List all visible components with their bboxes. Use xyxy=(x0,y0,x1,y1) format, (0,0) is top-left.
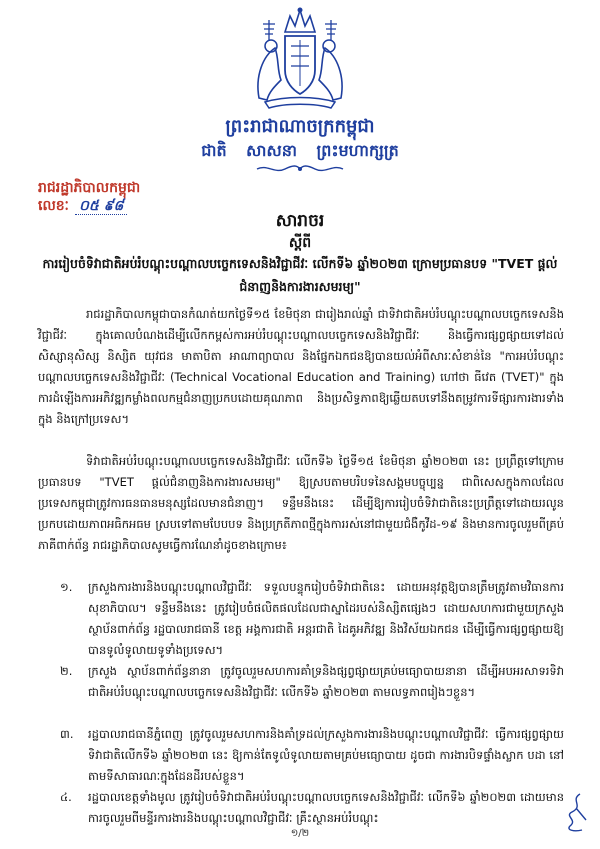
list-item xyxy=(60,577,564,661)
paragraph-intro: រាជរដ្ឋាភិបាលកម្ពុជាបានកំណត់យកថ្ងៃទី១៥ ខែមិថុនា ជារៀងរាល់ឆ្នាំ ជាទិវាជាតិអប់រំបណ្តុះបណ្តាលបច្ចេកទេសនិងវិជ្ជាជីវៈ ក្នុងគោលបំណងដើម្បីលើកកម្ពស់ការអប់រំបណ្តុះបណ្តាលបច្ចេកទេសនិងវិជ្ជាជីវៈ និងធ្វើការផ្សព្វផ្សាយទៅដល់សិស្សានុសិស្ស និស្សិត យុវជន មាតាបិតា អាណាព្យាបាល និងផ្នែកឯកជនឱ្យបានយល់អំពីសារៈសំខាន់នៃ "ការអប់រំបណ្តុះបណ្តាលបច្ចេកទេសនិងវិជ្ជាជីវៈ (Technical Vocational Education and Training) ហៅថា ធីវេត (TVET)" ក្នុងការដំឡើងការអភិវឌ្ឍកម្លាំងពលកម្មជំនាញប្រកបដោយគុណភាព និងប្រសិទ្ធភាពឱ្យឆ្លើយតបទៅនឹងតម្រូវការទីផ្សារការងារទាំងក្នុង និងក្រៅប្រទេស។ xyxy=(38,307,564,426)
reference-number: ០៥ ៩៨ xyxy=(75,198,128,215)
royal-coat-of-arms-emblem xyxy=(245,6,355,110)
list-item xyxy=(60,787,564,829)
page-number: ១/២ xyxy=(290,828,310,839)
list-item-text: ក្រសួង ស្ថាប័នពាក់ព័ន្ធនានា ត្រូវចូលរួមសហការគាំទ្រនិងផ្សព្វផ្សាយគ្រប់មធ្យោបាយនានា ដើម្បីអបអរសាទរទិវាជាតិអប់រំបណ្តុះបណ្តាលបច្ចេកទេសនិងវិជ្ជាជីវៈ លើកទី៦ ឆ្នាំ២០២៣ តាមលទ្ធភាពរៀងៗខ្លួន។ xyxy=(88,664,564,699)
list-item xyxy=(60,661,564,703)
document-subject: ការរៀបចំទិវាជាតិអប់រំបណ្តុះបណ្តាលបច្ចេកទេសនិងវិជ្ជាជីវៈ លើកទី៦ ឆ្នាំ២០២៣ ក្រោមប្រធានបទ "TVET ផ្តល់ជំនាញនិងការងារសមរម្យ" xyxy=(42,256,558,294)
issuer-name: រាជរដ្ឋាភិបាលកម្ពុជា xyxy=(38,180,141,196)
document-title: សារាចរ xyxy=(275,211,325,231)
signature-initials-icon xyxy=(560,790,592,836)
list-item-text: រដ្ឋបាលរាជធានីភ្នំពេញ ត្រូវចូលរួមសហការនិងគាំទ្រដល់ក្រសួងការងារនិងបណ្តុះបណ្តាលវិជ្ជាជីវៈ ធ្វើការផ្សព្វផ្សាយទិវាជាតិលើកទី៦ ឆ្នាំ២០២៣ នេះ ឱ្យកាន់តែទូលំទូលាយតាមគ្រប់មធ្យោបាយ ដូចជា ការងារបិទផ្ទាំងស្លាក បដា នៅតាមទីសាធារណៈក្នុងដែនដីរបស់ខ្លួន។ xyxy=(88,727,564,783)
list-item-number: ១. xyxy=(60,580,73,594)
ornament-divider-icon xyxy=(255,164,345,174)
paragraph-theme: ទិវាជាតិអប់រំបណ្តុះបណ្តាលបច្ចេកទេសនិងវិជ្ជាជីវៈ លើកទី៦ ថ្ងៃទី១៥ ខែមិថុនា ឆ្នាំ២០២៣ នេះ ប្រព្រឹត្តទៅក្រោមប្រធានបទ "TVET ផ្តល់ជំនាញនិងការងារសមរម្យ" ឱ្យស្របតាមបរិបទនៃសង្គមបច្ចុប្បន្ន ជាពិសេសក្នុងកាលដែលប្រទេសកម្ពុជាត្រូវការធនធានមនុស្សដែលមានជំនាញ។ ទន្ទឹមនឹងនេះ ដើម្បីឱ្យការរៀបចំទិវាជាតិនេះប្រព្រឹត្តទៅដោយរលូនប្រកបដោយភាពអធិកអធម ស្របទៅតាមបែបបទ និងប្រក្រតីភាពថ្មីក្នុងការរស់នៅជាមួយជំងឺកូវីដ-១៩ និងមានការចូលរួមពីគ្រប់ភាគីពាក់ព័ន្ធ រាជរដ្ឋាភិបាលសូមធ្វើការណែនាំដូចខាងក្រោម៖ xyxy=(38,454,564,552)
document-about: ស្តីពី xyxy=(288,235,312,251)
reference-label: លេខៈ xyxy=(38,198,69,214)
list-item-number: ២. xyxy=(60,664,73,678)
list-item xyxy=(60,724,564,787)
list-item-text: ក្រសួងការងារនិងបណ្តុះបណ្តាលវិជ្ជាជីវៈ ទទួលបន្ទុករៀបចំទិវាជាតិនេះ ដោយអនុវត្តឱ្យបានត្រឹមត្រូវតាមវិធានការសុខាភិបាល។ ទន្ទឹមនឹងនេះ ត្រូវរៀបចំផលិតផលដែលជាស្នាដៃរបស់និស្សិតផ្សេងៗ ដោយសហការជាមួយក្រសួង ស្ថាប័នពាក់ព័ន្ធ រដ្ឋបាលរាជធានី ខេត្ត អង្គការជាតិ អន្តរជាតិ ដៃគូអភិវឌ្ឍ និងវិស័យឯកជន ដើម្បីធ្វើការផ្សព្វផ្សាយឱ្យបានទូលំទូលាយទូទាំងប្រទេស។ xyxy=(88,580,564,657)
national-motto: ជាតិ សាសនា ព្រះមហាក្សត្រ xyxy=(201,141,399,160)
list-item-text: រដ្ឋបាលខេត្តទាំងមូល ត្រូវរៀបចំទិវាជាតិអប់រំបណ្តុះបណ្តាលបច្ចេកទេសនិងវិជ្ជាជីវៈ លើកទី៦ ឆ្នាំ២០២៣ ដោយមានការចូលរួមពីមន្ទីរការងារនិងបណ្តុះបណ្តាលវិជ្ជាជីវៈ គ្រឹះស្ថានអប់រំបណ្តុះ xyxy=(88,790,564,825)
list-item-number: ៤. xyxy=(60,790,72,804)
kingdom-heading: ព្រះរាជាណាចក្រកម្ពុជា xyxy=(225,116,375,137)
list-item-number: ៣. xyxy=(60,727,74,741)
